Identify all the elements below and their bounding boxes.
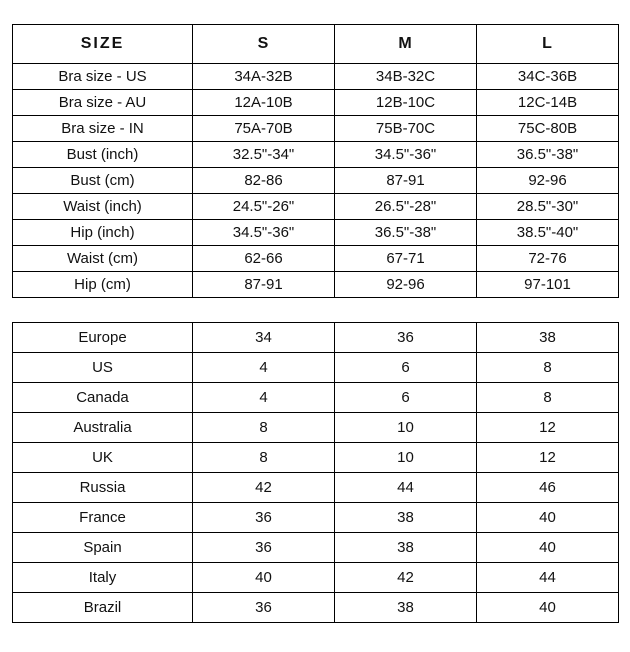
row-value-m: 67-71 [335,246,477,272]
row-value-m: 36 [335,323,477,353]
row-value-l: 40 [477,503,619,533]
table-row [13,473,619,503]
row-value-l: 92-96 [477,168,619,194]
row-label: Spain [13,533,193,563]
row-label: Russia [13,473,193,503]
row-label: Waist (cm) [13,246,193,272]
row-label: Bra size - AU [13,90,193,116]
row-value-l: 40 [477,533,619,563]
row-value-m: 26.5"-28" [335,194,477,220]
row-label: Hip (cm) [13,272,193,298]
row-value-l: 12C-14B [477,90,619,116]
row-label: Australia [13,413,193,443]
country-conversion-table [12,322,619,623]
row-value-s: 36 [193,503,335,533]
row-value-l: 75C-80B [477,116,619,142]
row-value-l: 12 [477,413,619,443]
table-gap [12,298,618,322]
row-value-m: 10 [335,443,477,473]
row-value-l: 36.5"-38" [477,142,619,168]
header-size-s: S [193,25,335,64]
table-row [13,272,619,298]
row-value-m: 75B-70C [335,116,477,142]
table-row [13,593,619,623]
row-label: Brazil [13,593,193,623]
top-spacer [12,10,618,24]
row-value-m: 38 [335,533,477,563]
row-label: Waist (inch) [13,194,193,220]
table-row [13,413,619,443]
row-value-l: 12 [477,443,619,473]
row-value-s: 40 [193,563,335,593]
size-table-body [13,64,619,298]
table-row [13,246,619,272]
row-value-m: 34.5"-36" [335,142,477,168]
row-value-s: 4 [193,383,335,413]
row-value-s: 75A-70B [193,116,335,142]
row-value-m: 42 [335,563,477,593]
table-row [13,194,619,220]
row-value-l: 44 [477,563,619,593]
row-value-l: 8 [477,353,619,383]
row-value-l: 38.5"-40" [477,220,619,246]
row-value-s: 32.5"-34" [193,142,335,168]
row-label: US [13,353,193,383]
row-value-s: 24.5"-26" [193,194,335,220]
table-row [13,168,619,194]
row-value-m: 6 [335,383,477,413]
table-header-row [13,25,619,64]
row-label: France [13,503,193,533]
row-label: Italy [13,563,193,593]
row-label: Europe [13,323,193,353]
bottom-spacer [12,623,618,642]
row-value-s: 36 [193,533,335,563]
row-value-l: 97-101 [477,272,619,298]
row-value-l: 40 [477,593,619,623]
row-value-s: 4 [193,353,335,383]
row-value-m: 92-96 [335,272,477,298]
table-row [13,533,619,563]
table-row [13,142,619,168]
row-value-s: 42 [193,473,335,503]
row-value-l: 28.5"-30" [477,194,619,220]
table-row [13,220,619,246]
table-row [13,353,619,383]
row-value-s: 8 [193,413,335,443]
header-size-m: M [335,25,477,64]
row-value-l: 8 [477,383,619,413]
row-value-m: 87-91 [335,168,477,194]
row-value-l: 34C-36B [477,64,619,90]
table-row [13,503,619,533]
row-value-s: 34 [193,323,335,353]
row-value-s: 8 [193,443,335,473]
row-value-s: 34.5"-36" [193,220,335,246]
row-value-m: 38 [335,593,477,623]
row-value-s: 34A-32B [193,64,335,90]
row-value-s: 82-86 [193,168,335,194]
row-label: Bra size - US [13,64,193,90]
table-row [13,90,619,116]
table-row [13,116,619,142]
row-value-m: 34B-32C [335,64,477,90]
row-label: Bust (inch) [13,142,193,168]
size-table-head [13,25,619,64]
row-label: Bra size - IN [13,116,193,142]
table-row [13,323,619,353]
row-value-s: 36 [193,593,335,623]
table-row [13,563,619,593]
row-value-m: 44 [335,473,477,503]
table-row [13,383,619,413]
row-value-m: 38 [335,503,477,533]
row-value-l: 46 [477,473,619,503]
row-value-l: 72-76 [477,246,619,272]
row-label: Bust (cm) [13,168,193,194]
header-size: SIZE [13,25,193,64]
header-size-l: L [477,25,619,64]
row-value-s: 62-66 [193,246,335,272]
row-value-m: 10 [335,413,477,443]
row-value-s: 87-91 [193,272,335,298]
row-value-s: 12A-10B [193,90,335,116]
row-value-m: 6 [335,353,477,383]
table-row [13,64,619,90]
row-label: Canada [13,383,193,413]
table-row [13,443,619,473]
size-measurements-table [12,24,619,298]
row-label: Hip (inch) [13,220,193,246]
row-value-m: 36.5"-38" [335,220,477,246]
row-value-l: 38 [477,323,619,353]
conversion-table-body [13,323,619,623]
row-label: UK [13,443,193,473]
row-value-m: 12B-10C [335,90,477,116]
